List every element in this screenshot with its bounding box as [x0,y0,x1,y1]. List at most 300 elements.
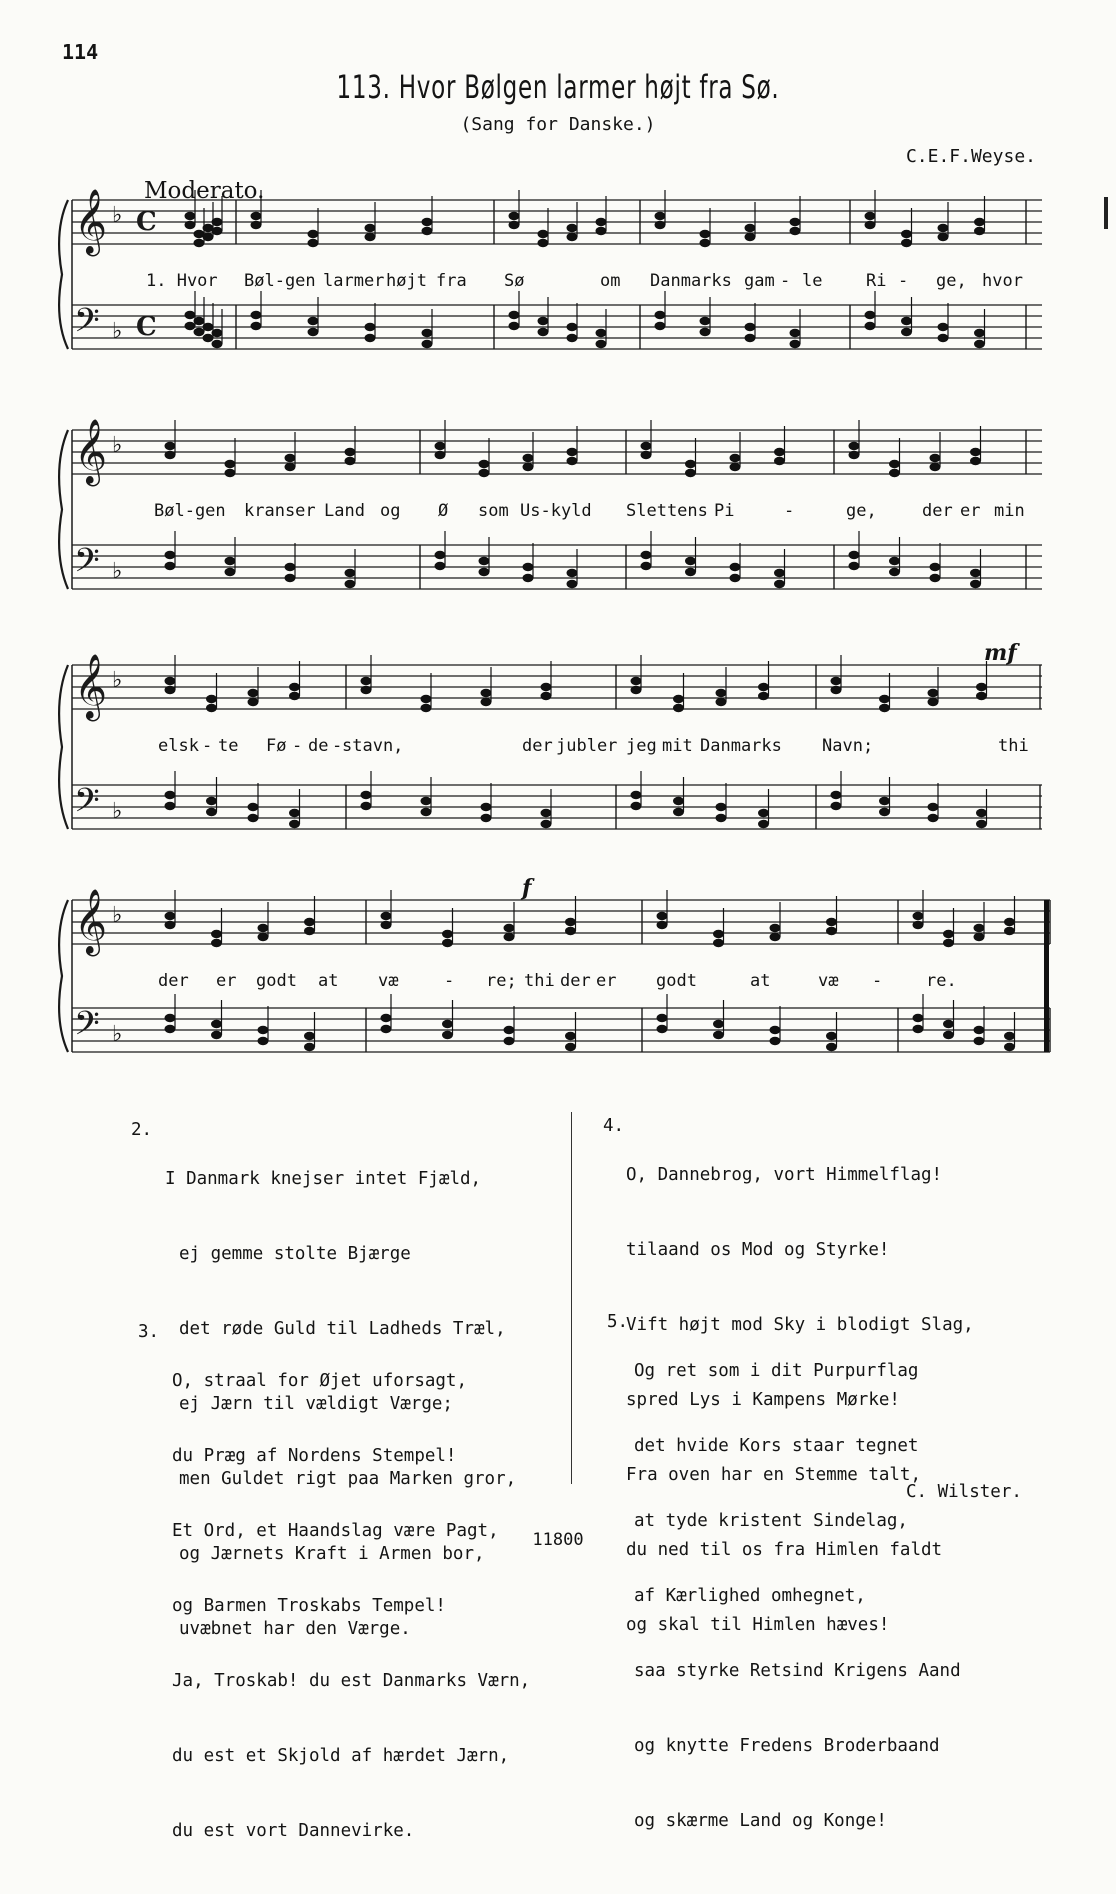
notehead [509,212,520,220]
notehead [970,448,981,456]
treble-clef-icon: 𝄞 [74,419,108,484]
notehead [730,563,741,571]
lyric-syllable: - [202,736,213,756]
notehead [974,1026,985,1034]
lyric-syllable: re; [486,971,517,991]
notehead [974,924,985,932]
notehead [211,1020,222,1028]
notehead [225,460,236,468]
notehead [901,239,912,247]
notehead [165,677,176,685]
key-signature-flat-icon: ♭ [112,319,123,344]
lyric-syllable: der [522,736,553,756]
notehead [422,227,433,235]
notehead [826,918,837,926]
notehead [206,704,217,712]
dynamic-marking: mf [984,640,1017,666]
notehead [831,802,842,810]
notehead [361,677,372,685]
notehead [422,340,433,348]
notehead [289,683,300,691]
notehead [913,1025,924,1033]
lyric-syllable: Fø [266,736,287,756]
notehead [745,334,756,342]
verse-line: og skærme Land og Konge! [634,1811,887,1831]
music-system-2 [60,415,1060,625]
notehead [567,569,578,577]
notehead [943,1031,954,1039]
notehead [435,451,446,459]
verse-line: tilaand os Mod og Styrke! [626,1240,890,1260]
brace-icon [59,900,68,1052]
notehead [974,340,985,348]
lyric-syllable: Ri [866,271,887,291]
notehead [879,695,890,703]
notehead [203,233,214,241]
verse-line: det røde Guld til Ladheds Træl, [179,1319,506,1339]
notehead [943,930,954,938]
notehead [943,1020,954,1028]
notehead [248,698,259,706]
lyric-syllable: Ø [438,501,449,521]
notehead [889,568,900,576]
notehead [225,557,236,565]
notehead [657,1025,668,1033]
notehead [879,704,890,712]
song-title: 113. Hvor Bølgen larmer højt fra Sø. [336,68,780,106]
notehead [381,1014,392,1022]
notehead [700,328,711,336]
key-signature-flat-icon: ♭ [112,433,123,458]
notehead [538,317,549,325]
notehead [938,323,949,331]
verse-number: 5. [607,1312,629,1332]
notehead [865,311,876,319]
notehead [212,329,223,337]
notehead [826,1032,837,1040]
notehead [523,563,534,571]
notehead [538,230,549,238]
notehead [657,912,668,920]
notehead [435,562,446,570]
notehead [758,820,769,828]
verse-number: 2. [131,1120,153,1140]
notehead [285,463,296,471]
notehead [596,218,607,226]
lyric-syllable: højt [386,271,427,291]
notehead [251,221,262,229]
notehead [700,230,711,238]
notehead [435,551,446,559]
notehead [479,557,490,565]
notehead [567,580,578,588]
notehead [285,454,296,462]
notehead [831,791,842,799]
lyric-syllable: væ [818,971,839,991]
verse-line: ej Jærn til vældigt Værge; [179,1394,453,1414]
notehead [631,686,642,694]
notehead [976,809,987,817]
notehead [930,463,941,471]
notehead [285,563,296,571]
brace-icon [59,200,68,349]
lyric-syllable: at [750,971,771,991]
notehead [165,1025,176,1033]
notehead [509,221,520,229]
notehead [730,454,741,462]
tempo-marking: Moderato. [144,178,265,204]
notehead [976,692,987,700]
notehead [308,328,319,336]
notehead [826,927,837,935]
notehead [790,340,801,348]
notehead [541,683,552,691]
notehead [165,912,176,920]
lyric-syllable: min [994,501,1025,521]
notehead [421,797,432,805]
notehead [212,218,223,226]
notehead [258,924,269,932]
notehead [673,695,684,703]
notehead [442,1020,453,1028]
lyric-syllable: re. [926,971,957,991]
key-signature-flat-icon: ♭ [112,903,123,928]
notehead [165,802,176,810]
lyric-syllable: - [780,271,791,291]
notehead [655,311,666,319]
notehead [361,686,372,694]
notehead [685,557,696,565]
notehead [165,921,176,929]
notehead [248,803,259,811]
common-time-icon: C [136,312,157,342]
verse-line: at tyde kristent Sindelag, [634,1511,908,1531]
notehead [565,1032,576,1040]
notehead [831,677,842,685]
notehead [938,334,949,342]
notehead [258,933,269,941]
notehead [289,692,300,700]
lyric-syllable: - [898,271,909,291]
notehead [308,317,319,325]
notehead [541,820,552,828]
notehead [879,797,890,805]
lyric-syllable: larmer [323,271,385,291]
notehead [435,442,446,450]
notehead [700,239,711,247]
notehead [251,322,262,330]
notehead [509,322,520,330]
notehead [641,551,652,559]
notehead [538,328,549,336]
notehead [538,239,549,247]
notehead [745,224,756,232]
notehead [913,912,924,920]
notehead [790,218,801,226]
notehead [700,317,711,325]
lyric-syllable: Navn; [822,736,874,756]
notehead [889,460,900,468]
lyric-syllable: der [922,501,953,521]
notehead [716,689,727,697]
notehead [930,454,941,462]
notehead [165,562,176,570]
notehead [974,933,985,941]
lyricist-credit: C. Wilster. [906,1482,1022,1502]
notehead [194,317,205,325]
notehead [879,808,890,816]
notehead [713,939,724,947]
bass-clef-icon: 𝄢 [74,1005,100,1051]
notehead [849,562,860,570]
lyric-syllable: elsk [158,736,199,756]
notehead [865,322,876,330]
verse-number: 3. [138,1322,160,1342]
notehead [913,921,924,929]
lyric-syllable: Sø [504,271,525,291]
notehead [345,448,356,456]
notehead [928,689,939,697]
lyric-syllable: ge, [846,501,877,521]
lyric-syllable: Bøl-gen [244,271,316,291]
notehead [442,939,453,947]
notehead [504,1037,515,1045]
verse-line: men Guldet rigt paa Marken gror, [179,1469,517,1489]
notehead [774,448,785,456]
common-time-icon: C [136,207,157,237]
notehead [631,791,642,799]
notehead [826,1043,837,1051]
notehead [1004,1043,1015,1051]
notehead [889,557,900,565]
notehead [504,924,515,932]
lyric-syllable: er [216,971,237,991]
lyric-syllable: er [960,501,981,521]
notehead [212,227,223,235]
notehead [258,1026,269,1034]
notehead [641,451,652,459]
verse-line: O, straal for Øjet uforsagt, [172,1371,468,1391]
lyric-syllable: ge, [936,271,967,291]
verse-line: Og ret som i dit Purpurflag [634,1361,919,1381]
notehead [285,574,296,582]
lyric-syllable: - [444,971,455,991]
verse-5 [634,1309,961,1884]
brace-icon [59,430,68,589]
notehead [308,230,319,238]
notehead [504,933,515,941]
notehead [442,930,453,938]
notehead [345,580,356,588]
notehead [774,569,785,577]
notehead [930,563,941,571]
lyric-syllable: fra [436,271,467,291]
notehead [422,218,433,226]
notehead [251,311,262,319]
notehead [790,227,801,235]
notehead [596,329,607,337]
notehead [930,574,941,582]
notehead [913,1014,924,1022]
notehead [713,930,724,938]
notehead [641,442,652,450]
notehead [212,340,223,348]
bass-clef-icon: 𝄢 [74,542,100,588]
notehead [631,677,642,685]
notehead [974,1037,985,1045]
notehead [655,212,666,220]
verse-3 [172,1319,530,1894]
notehead [631,802,642,810]
notehead [567,233,578,241]
notehead [365,233,376,241]
key-signature-flat-icon: ♭ [112,203,123,228]
notehead [479,469,490,477]
notehead [901,317,912,325]
notehead [361,791,372,799]
brace-icon [59,665,68,829]
verse-line: og Jærnets Kraft i Armen bor, [179,1544,485,1564]
notehead [211,1031,222,1039]
notehead [361,802,372,810]
notehead [304,1032,315,1040]
notehead [251,212,262,220]
lyric-syllable: der [560,971,591,991]
notehead [381,921,392,929]
notehead [673,797,684,805]
verse-line: I Danmark knejser intet Fjæld, [165,1169,482,1189]
notehead [206,797,217,805]
lyric-syllable: - [872,971,883,991]
notehead [770,933,781,941]
notehead [745,233,756,241]
notehead [194,239,205,247]
bass-clef-icon: 𝄢 [74,302,100,348]
notehead [523,463,534,471]
lyric-syllable: godt [656,971,697,991]
notehead [185,212,196,220]
notehead [206,808,217,816]
verse-line: Ja, Troskab! du est Danmarks Værn, [172,1671,531,1691]
dynamic-marking: f [522,875,532,901]
notehead [345,569,356,577]
bass-clef-icon: 𝄢 [74,782,100,828]
composer-credit: C.E.F.Weyse. [905,146,1036,167]
page-edge-mark [1104,197,1108,229]
notehead [165,551,176,559]
notehead [481,803,492,811]
lyric-syllable: thi [998,736,1029,756]
notehead [194,328,205,336]
notehead [523,454,534,462]
verse-line: du Præg af Nordens Stempel! [172,1446,457,1466]
notehead [758,683,769,691]
notehead [745,323,756,331]
notehead [1004,1032,1015,1040]
verse-line: Et Ord, et Haandslag være Pagt, [172,1521,499,1541]
lyric-syllable: Land [324,501,365,521]
notehead [211,930,222,938]
song-subtitle: (Sang for Danske.) [460,114,656,135]
notehead [203,323,214,331]
notehead [673,808,684,816]
notehead [1004,927,1015,935]
notehead [421,808,432,816]
lyric-syllable: der [158,971,189,991]
notehead [567,323,578,331]
notehead [713,1031,724,1039]
notehead [831,686,842,694]
notehead [673,704,684,712]
notehead [304,927,315,935]
lyric-syllable: om [600,271,621,291]
notehead [567,334,578,342]
verse-line: af Kærlighed omhegnet, [634,1586,866,1606]
lyric-syllable: væ [378,971,399,991]
verse-line: du ned til os fra Himlen faldt [626,1540,943,1560]
lyric-syllable: gam [744,271,775,291]
notehead [304,1043,315,1051]
notehead [974,329,985,337]
lyric-syllable: hvor [982,271,1023,291]
notehead [185,322,196,330]
notehead [289,820,300,828]
notehead [596,340,607,348]
lyric-syllable: jeg [626,736,657,756]
notehead [901,328,912,336]
lyric-syllable: thi [524,971,555,991]
lyric-syllable: Danmarks [700,736,782,756]
notehead [567,457,578,465]
treble-clef-icon: 𝄞 [74,189,108,254]
treble-clef-icon: 𝄞 [74,889,108,954]
notehead [567,224,578,232]
notehead [865,212,876,220]
notehead [774,457,785,465]
notehead [442,1031,453,1039]
notehead [541,692,552,700]
verse-line: saa styrke Retsind Krigens Aand [634,1661,961,1681]
notehead [596,227,607,235]
notehead [770,1037,781,1045]
notehead [565,918,576,926]
notehead [770,924,781,932]
notehead [849,451,860,459]
verse-line: du est vort Dannevirke. [172,1821,415,1841]
music-system-3 [60,640,1060,860]
notehead [381,912,392,920]
notehead [730,574,741,582]
notehead [974,227,985,235]
verse-line: Vift højt mod Sky i blodigt Slag, [626,1315,974,1335]
notehead [889,469,900,477]
notehead [567,448,578,456]
lyric-syllable: Danmarks [650,271,732,291]
notehead [509,311,520,319]
notehead [758,692,769,700]
notehead [211,939,222,947]
key-signature-flat-icon: ♭ [112,559,123,584]
notehead [504,1026,515,1034]
verse-line: O, Dannebrog, vort Himmelflag! [626,1165,943,1185]
lyric-syllable: stavn, [342,736,404,756]
lyric-syllable: er [596,971,617,991]
lyric-syllable: og [380,501,401,521]
notehead [655,322,666,330]
lyric-syllable: te [218,736,239,756]
notehead [248,689,259,697]
verse-line: og skal til Himlen hæves! [626,1615,890,1635]
